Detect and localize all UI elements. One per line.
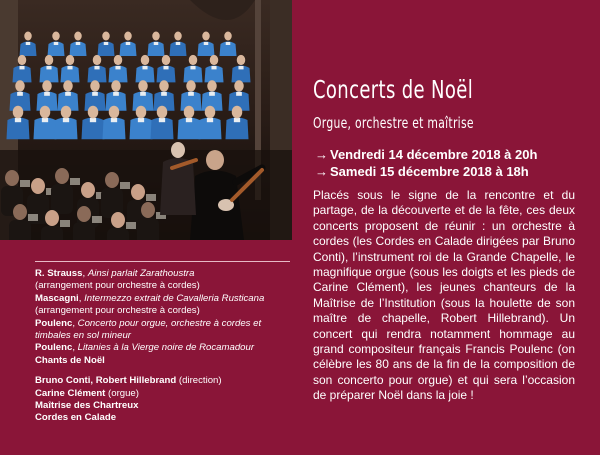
chorister-collar — [204, 42, 209, 45]
performer-organist — [35, 388, 297, 400]
performer-strings — [35, 412, 297, 424]
chorister-collar — [90, 118, 96, 122]
chorister-head — [237, 55, 246, 65]
separator: , — [72, 317, 78, 329]
performer-role: (direction) — [176, 375, 222, 387]
chorister-head — [210, 55, 219, 65]
chorister-collar — [63, 118, 69, 122]
concert-photo — [0, 0, 292, 240]
chorister-collar — [94, 66, 99, 69]
chorister-collar — [104, 42, 109, 45]
chorister-head — [162, 55, 171, 65]
program-item-chants-noel — [35, 355, 297, 367]
chorister-head — [207, 80, 217, 91]
performer-name: Maîtrise des Chartreux — [35, 400, 139, 412]
chorister-head — [102, 32, 110, 41]
chorister-head — [42, 80, 52, 91]
chorister-collar — [126, 42, 131, 45]
event-description: Placés sous le signe de la rencontre et du partage, de la découverte et de la fête, ces deux concerts proposent de réunir : un orchestre à cordes (les Cordes en Calade dirigées par Bruno Conti), l’instrument roi de la Grande Chapelle, le magnifique orgue (sous les doigts et les pieds de Carine Clément), les jeunes chanteurs de la Maîtrise de l’Institution (sous la houlette de son maître de chapelle, Robert Hillebrand). Un concert qui rendra notamment hommage au grand compositeur français Francis Poulenc (on célèbre les 80 ans de la fin de la composition de son concerto pour orgue) et qui sera l’occasion de préparer Noël dans la joie ! — [313, 188, 575, 403]
event-dates — [315, 146, 585, 180]
composer-name: Poulenc — [35, 342, 73, 354]
performer-directors — [35, 375, 297, 387]
work-title: Ainsi parlait Zarathoustra — [87, 268, 195, 279]
performer-name: Cordes en Calade — [35, 412, 117, 424]
chorister-collar — [115, 66, 120, 69]
chorister-collar — [92, 92, 98, 96]
composer-name: Poulenc — [35, 317, 73, 329]
chorister-head — [61, 106, 72, 119]
musician-head — [13, 204, 27, 220]
performer-role: (orgue) — [105, 387, 139, 399]
chorister-head — [40, 106, 51, 119]
chorister-head — [24, 32, 32, 41]
program-list — [35, 268, 297, 425]
musician-body — [9, 220, 31, 240]
performer-name: Carine Clément — [35, 387, 106, 399]
chorister-collar — [26, 42, 31, 45]
chorister-head — [66, 55, 75, 65]
concert-photo-illustration — [0, 0, 292, 240]
chorister-head — [114, 55, 123, 65]
chorister-collar — [17, 92, 23, 96]
musician-head — [55, 168, 69, 184]
date-saturday — [315, 163, 585, 180]
chorister-collar — [46, 66, 51, 69]
chorister-collar — [142, 66, 147, 69]
musician-head — [131, 184, 145, 200]
chorister-head — [189, 55, 198, 65]
chorister-collar — [176, 42, 181, 45]
chorister-collar — [188, 92, 194, 96]
program-item-poulenc-litanies — [35, 342, 297, 354]
musician-head — [31, 178, 45, 194]
chorister-head — [52, 32, 60, 41]
work-title: Litanies à la Vierge noire de Rocamadour — [77, 342, 255, 354]
divider-line — [35, 261, 290, 262]
chorister-head — [186, 80, 196, 91]
arrow-right-icon: → — [315, 164, 328, 179]
chorister-head — [234, 80, 244, 91]
chorister-collar — [138, 118, 144, 122]
music-stand — [126, 222, 136, 229]
chorister-head — [205, 106, 216, 119]
performers-list — [35, 375, 297, 425]
chorister-collar — [19, 66, 24, 69]
chorister-head — [184, 106, 195, 119]
musician-body — [41, 226, 63, 240]
chorister-collar — [163, 66, 168, 69]
chorister-head — [157, 106, 168, 119]
chorister-collar — [154, 42, 159, 45]
composer-name: Mascagni — [35, 292, 79, 304]
musician-body — [73, 222, 95, 240]
separator: , — [82, 268, 88, 279]
musician-head — [111, 212, 125, 228]
chorister-head — [224, 32, 232, 41]
chorister-head — [93, 55, 102, 65]
chorister-head — [136, 106, 147, 119]
date-text: Vendredi 14 décembre 2018 à 20h — [330, 147, 538, 162]
chorister-collar — [236, 92, 242, 96]
page-title: Concerts de Noël — [313, 75, 474, 104]
program-item-mascagni — [35, 293, 297, 318]
arrow-right-icon: → — [315, 147, 328, 162]
chorister-collar — [211, 66, 216, 69]
chorister-collar — [113, 92, 119, 96]
chorister-head — [45, 55, 54, 65]
program-item-poulenc-concerto — [35, 318, 297, 343]
musician-head — [45, 210, 59, 226]
chorister-collar — [186, 118, 192, 122]
date-friday — [315, 146, 585, 163]
music-stand — [28, 214, 38, 221]
chorister-head — [152, 32, 160, 41]
performer-choir — [35, 400, 297, 412]
composer-name: R. Strauss — [35, 268, 83, 279]
chorister-head — [141, 55, 150, 65]
musician-head — [77, 206, 91, 222]
page-subtitle: Orgue, orchestre et maîtrise — [313, 114, 474, 132]
separator: , — [72, 342, 78, 354]
chorister-collar — [54, 42, 59, 45]
music-stand — [120, 182, 130, 189]
chorister-head — [15, 80, 25, 91]
chorister-head — [13, 106, 24, 119]
chorister-collar — [111, 118, 117, 122]
musician-body — [51, 184, 73, 214]
work-title: Concerto pour orgue, orchestre à cordes et timbales en sol mineur — [35, 317, 262, 342]
chorister-head — [74, 32, 82, 41]
chorister-head — [90, 80, 100, 91]
performer-name: Bruno Conti, Robert Hillebrand — [35, 375, 177, 387]
music-stand — [20, 180, 30, 187]
program-item-strauss — [35, 268, 297, 293]
chorister-collar — [159, 118, 165, 122]
chorister-collar — [76, 42, 81, 45]
chorister-head — [124, 32, 132, 41]
chorister-collar — [190, 66, 195, 69]
music-stand — [70, 178, 80, 185]
chorister-collar — [67, 66, 72, 69]
chorister-head — [138, 80, 148, 91]
work-note: (arrangement pour orchestre à cordes) — [35, 280, 200, 292]
chorister-head — [174, 32, 182, 41]
chorister-collar — [207, 118, 213, 122]
music-stand — [92, 216, 102, 223]
chorister-collar — [44, 92, 50, 96]
separator: , — [78, 292, 85, 304]
work-title: Chants de Noël — [35, 354, 105, 366]
chorister-head — [109, 106, 120, 119]
chorister-collar — [209, 92, 215, 96]
chorister-head — [88, 106, 99, 119]
chorister-collar — [140, 92, 146, 96]
music-stand — [146, 194, 156, 201]
chorister-collar — [42, 118, 48, 122]
chorister-head — [63, 80, 73, 91]
chorister-head — [18, 55, 27, 65]
chorister-head — [111, 80, 121, 91]
chorister-head — [159, 80, 169, 91]
musician-head — [141, 202, 155, 218]
chorister-collar — [15, 118, 21, 122]
musician-body — [107, 228, 129, 240]
musician-body — [137, 218, 159, 240]
chorister-collar — [226, 42, 231, 45]
music-stand — [60, 220, 70, 227]
chorister-collar — [234, 118, 240, 122]
work-note: (arrangement pour orchestre à cordes) — [35, 305, 200, 317]
chorister-collar — [238, 66, 243, 69]
chorister-collar — [161, 92, 167, 96]
chorister-head — [202, 32, 210, 41]
date-text: Samedi 15 décembre 2018 à 18h — [330, 164, 529, 179]
musician-head — [81, 182, 95, 198]
chorister-collar — [65, 92, 71, 96]
musician-head — [105, 172, 119, 188]
musician-head — [5, 170, 19, 186]
work-title: Intermezzo extrait de Cavalleria Rusticana — [84, 292, 265, 304]
chorister-head — [232, 106, 243, 119]
